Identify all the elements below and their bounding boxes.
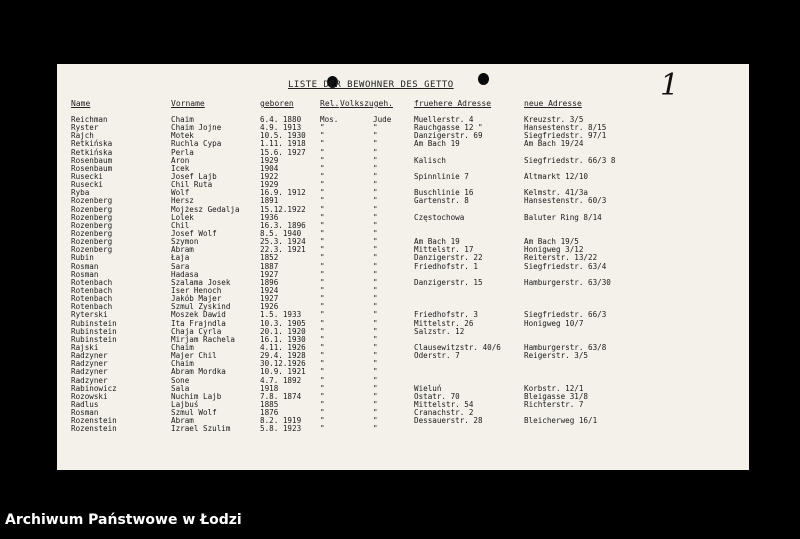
cell-last-name: Rozenberg (71, 228, 113, 238)
cell-nationality: " (373, 212, 378, 222)
cell-nationality: " (373, 228, 378, 238)
cell-first-name: Chil (171, 220, 190, 230)
table-header (57, 99, 749, 110)
cell-last-name: Rozenberg (71, 212, 113, 222)
cell-old-address: Gartenstr. 8 (414, 196, 469, 206)
cell-first-name: Sara (171, 261, 190, 271)
cell-first-name: Chaim Jojne (171, 123, 222, 133)
table-row (57, 140, 749, 148)
cell-born: 25.3. 1924 (260, 237, 306, 247)
table-row (57, 230, 749, 238)
cell-first-name: Lajbuś (171, 399, 199, 409)
cell-religion: " (320, 212, 325, 222)
cell-first-name: Icek (171, 163, 190, 173)
cell-old-address: Am Bach 19 (414, 139, 460, 149)
cell-born: 1924 (260, 285, 279, 295)
cell-first-name: Nuchim Lajb (171, 391, 222, 401)
cell-nationality: " (373, 375, 378, 385)
cell-nationality: " (373, 310, 378, 320)
cell-born: 1927 (260, 269, 279, 279)
cell-first-name: Chaja Cyrla (171, 326, 222, 336)
cell-born: 30.12.1926 (260, 359, 306, 369)
cell-first-name: Abram (171, 245, 194, 255)
header-nationality: Volkszugeh. (340, 99, 393, 108)
cell-religion: " (320, 245, 325, 255)
cell-old-address: Friedhofstr. 1 (414, 261, 479, 271)
resident-list (57, 116, 749, 433)
cell-religion: " (320, 155, 325, 165)
cell-last-name: Rozenberg (71, 245, 113, 255)
cell-last-name: Rotenbach (71, 302, 113, 312)
cell-last-name: Radzyner (71, 375, 108, 385)
table-row (57, 116, 749, 124)
table-row (57, 360, 749, 368)
cell-nationality: Jude (373, 115, 392, 124)
cell-nationality: " (373, 196, 378, 206)
cell-old-address: Muellerstr. 4 (414, 115, 474, 124)
cell-nationality: " (373, 334, 378, 344)
cell-nationality: " (373, 302, 378, 312)
cell-born: 7.8. 1874 (260, 391, 302, 401)
cell-new-address: Siegfriedstr. 66/3 8 (524, 155, 616, 165)
table-row (57, 197, 749, 205)
cell-first-name: Szmul Wolf (171, 408, 217, 418)
cell-born: 16.3. 1896 (260, 220, 306, 230)
cell-nationality: " (373, 424, 378, 434)
cell-last-name: Rozenberg (71, 196, 113, 206)
cell-religion: " (320, 123, 325, 133)
table-row (57, 173, 749, 181)
table-row (57, 303, 749, 311)
cell-last-name: Ryster (71, 123, 99, 133)
cell-born: 10.5. 1930 (260, 131, 306, 141)
cell-nationality: " (373, 351, 378, 361)
cell-religion: " (320, 351, 325, 361)
cell-first-name: Aron (171, 155, 190, 165)
cell-last-name: Retkińska (71, 147, 113, 157)
cell-first-name: Iser Henoch (171, 285, 222, 295)
cell-nationality: " (373, 245, 378, 255)
cell-old-address: Danzigerstr. 22 (414, 253, 483, 263)
cell-born: 20.1. 1920 (260, 326, 306, 336)
cell-new-address: Am Bach 19/24 (524, 139, 584, 149)
cell-new-address: Baluter Ring 8/14 (524, 212, 602, 222)
cell-last-name: Rozenberg (71, 237, 113, 247)
cell-new-address: Siegfriedstr. 97/1 (524, 131, 607, 141)
cell-religion: " (320, 261, 325, 271)
cell-born: 29.4. 1928 (260, 351, 306, 361)
cell-nationality: " (373, 318, 378, 328)
cell-religion: Mos. (320, 115, 339, 124)
cell-first-name: Majer Chil (171, 351, 217, 361)
table-row (57, 377, 749, 385)
cell-first-name: Lolek (171, 212, 194, 222)
cell-last-name: Rotenbach (71, 294, 113, 304)
cell-last-name: Rubinstein (71, 334, 117, 344)
table-row (57, 279, 749, 287)
cell-new-address: Siegfriedstr. 66/3 (524, 310, 607, 320)
cell-religion: " (320, 180, 325, 190)
header-new-address: neue Adresse (524, 99, 582, 108)
cell-nationality: " (373, 261, 378, 271)
cell-first-name: Szalama Josek (171, 277, 231, 287)
header-old-address: fruehere Adresse (414, 99, 492, 108)
cell-last-name: Reichman (71, 115, 108, 124)
cell-first-name: Chaim (171, 342, 194, 352)
cell-last-name: Rubinstein (71, 326, 117, 336)
cell-religion: " (320, 375, 325, 385)
cell-born: 10.9. 1921 (260, 367, 306, 377)
cell-born: 10.3. 1905 (260, 318, 306, 328)
cell-religion: " (320, 318, 325, 328)
cell-born: 16.1. 1930 (260, 334, 306, 344)
table-row (57, 352, 749, 360)
document-sheet (57, 64, 749, 470)
cell-old-address: Dessauerstr. 28 (414, 416, 483, 426)
cell-born: 4.9. 1913 (260, 123, 302, 133)
cell-new-address: Hansestenstr. 60/3 (524, 196, 607, 206)
table-row (57, 328, 749, 336)
cell-born: 1922 (260, 171, 279, 181)
cell-religion: " (320, 188, 325, 198)
cell-born: 1896 (260, 277, 279, 287)
cell-religion: " (320, 131, 325, 141)
table-row (57, 344, 749, 352)
header-born: geboren (260, 99, 294, 108)
cell-first-name: Mojżesz Gedalja (171, 204, 240, 214)
cell-born: 6.4. 1880 (260, 115, 302, 124)
cell-old-address: Clausewitzstr. 40/6 (414, 342, 501, 352)
cell-last-name: Rosenbaum (71, 163, 113, 173)
table-row (57, 149, 749, 157)
cell-old-address: Friedhofstr. 3 (414, 310, 479, 320)
cell-religion: " (320, 302, 325, 312)
cell-religion: " (320, 310, 325, 320)
cell-last-name: Radzyner (71, 367, 108, 377)
cell-old-address: Spinnlinie 7 (414, 171, 469, 181)
table-row (57, 287, 749, 295)
cell-last-name: Rozenstein (71, 424, 117, 434)
cell-new-address: Bleigasse 31/8 (524, 391, 589, 401)
cell-old-address: Danzigerstr. 15 (414, 277, 483, 287)
cell-last-name: Rotenbach (71, 285, 113, 295)
cell-religion: " (320, 334, 325, 344)
cell-first-name: Moszek Dawid (171, 310, 226, 320)
table-row (57, 336, 749, 344)
cell-born: 1926 (260, 302, 279, 312)
cell-new-address: Korbstr. 12/1 (524, 383, 584, 393)
cell-nationality: " (373, 163, 378, 173)
cell-last-name: Rabinowicz (71, 383, 117, 393)
cell-religion: " (320, 220, 325, 230)
cell-old-address: Salzstr. 12 (414, 326, 465, 336)
cell-old-address: Mittelstr. 17 (414, 245, 474, 255)
header-religion: Rel. (320, 99, 340, 108)
cell-born: 1918 (260, 383, 279, 393)
punch-hole (478, 73, 489, 85)
cell-nationality: " (373, 220, 378, 230)
table-row (57, 165, 749, 173)
cell-nationality: " (373, 408, 378, 418)
cell-born: 5.8. 1923 (260, 424, 302, 434)
cell-religion: " (320, 416, 325, 426)
cell-first-name: Motek (171, 131, 194, 141)
table-row (57, 311, 749, 319)
cell-nationality: " (373, 367, 378, 377)
cell-nationality: " (373, 416, 378, 426)
cell-old-address: Mittelstr. 54 (414, 399, 474, 409)
cell-born: 1927 (260, 294, 279, 304)
cell-first-name: Ruchla Cypa (171, 139, 222, 149)
cell-first-name: Ita Frajndla (171, 318, 226, 328)
cell-new-address: Kelmstr. 41/3a (524, 188, 589, 198)
cell-new-address: Honigweg 10/7 (524, 318, 584, 328)
cell-nationality: " (373, 237, 378, 247)
cell-born: 22.3. 1921 (260, 245, 306, 255)
table-row (57, 132, 749, 140)
cell-born: 1929 (260, 180, 279, 190)
table-row (57, 246, 749, 254)
cell-first-name: Hadasa (171, 269, 199, 279)
cell-last-name: Rozowski (71, 391, 108, 401)
document-title: LISTE DER BEWOHNER DES GETTO (288, 80, 454, 90)
cell-religion: " (320, 285, 325, 295)
cell-religion: " (320, 408, 325, 418)
cell-last-name: Rusecki (71, 171, 104, 181)
cell-old-address: Cranachstr. 2 (414, 408, 474, 418)
cell-born: 16.9. 1912 (260, 188, 306, 198)
table-row (57, 393, 749, 401)
cell-last-name: Rozenstein (71, 416, 117, 426)
cell-nationality: " (373, 253, 378, 263)
cell-religion: " (320, 391, 325, 401)
cell-last-name: Rosenbaum (71, 155, 113, 165)
cell-nationality: " (373, 155, 378, 165)
cell-born: 1852 (260, 253, 279, 263)
header-name: Name (71, 99, 91, 108)
cell-religion: " (320, 171, 325, 181)
cell-born: 1891 (260, 196, 279, 206)
cell-nationality: " (373, 171, 378, 181)
cell-born: 1936 (260, 212, 279, 222)
table-row (57, 425, 749, 433)
cell-old-address: Wieluń (414, 383, 442, 393)
cell-last-name: Rajski (71, 342, 99, 352)
table-row (57, 124, 749, 132)
cell-religion: " (320, 253, 325, 263)
cell-last-name: Radlus (71, 399, 99, 409)
cell-nationality: " (373, 277, 378, 287)
cell-last-name: Rosman (71, 261, 99, 271)
cell-nationality: " (373, 123, 378, 133)
cell-nationality: " (373, 131, 378, 141)
table-row (57, 254, 749, 262)
cell-new-address: Honigweg 3/12 (524, 245, 584, 255)
cell-first-name: Wolf (171, 188, 190, 198)
cell-religion: " (320, 277, 325, 287)
table-row (57, 189, 749, 197)
table-row (57, 320, 749, 328)
cell-nationality: " (373, 139, 378, 149)
cell-last-name: Rosman (71, 269, 99, 279)
cell-born: 1929 (260, 155, 279, 165)
cell-born: 4.7. 1892 (260, 375, 302, 385)
cell-nationality: " (373, 147, 378, 157)
cell-religion: " (320, 342, 325, 352)
cell-last-name: Rajch (71, 131, 94, 141)
cell-first-name: Chaim (171, 115, 194, 124)
cell-first-name: Chaim (171, 359, 194, 369)
cell-religion: " (320, 424, 325, 434)
cell-old-address: Am Bach 19 (414, 237, 460, 247)
cell-nationality: " (373, 342, 378, 352)
cell-last-name: Ryba (71, 188, 90, 198)
cell-religion: " (320, 196, 325, 206)
cell-last-name: Radzyner (71, 359, 108, 369)
cell-born: 1.5. 1933 (260, 310, 302, 320)
cell-last-name: Retkińska (71, 139, 113, 149)
cell-first-name: Abram (171, 416, 194, 426)
cell-last-name: Ryterski (71, 310, 108, 320)
cell-nationality: " (373, 359, 378, 369)
cell-old-address: Mittelstr. 26 (414, 318, 474, 328)
cell-old-address: Danzigerstr. 69 (414, 131, 483, 141)
table-row (57, 271, 749, 279)
table-row (57, 214, 749, 222)
cell-religion: " (320, 139, 325, 149)
cell-first-name: Josef Wolf (171, 228, 217, 238)
cell-first-name: Sala (171, 383, 190, 393)
cell-born: 1876 (260, 408, 279, 418)
table-row (57, 385, 749, 393)
cell-religion: " (320, 383, 325, 393)
cell-first-name: Chil Ruta (171, 180, 213, 190)
cell-first-name: Sone (171, 375, 190, 385)
cell-new-address: Reigerstr. 3/5 (524, 351, 589, 361)
cell-nationality: " (373, 391, 378, 401)
cell-born: 4.11. 1926 (260, 342, 306, 352)
cell-last-name: Rozenberg (71, 204, 113, 214)
cell-first-name: Hersz (171, 196, 194, 206)
cell-nationality: " (373, 269, 378, 279)
table-row (57, 263, 749, 271)
cell-last-name: Rozenberg (71, 220, 113, 230)
cell-first-name: Izrael Szulim (171, 424, 231, 434)
cell-religion: " (320, 326, 325, 336)
table-row (57, 368, 749, 376)
cell-nationality: " (373, 188, 378, 198)
cell-first-name: Mirjam Rachela (171, 334, 236, 344)
cell-old-address: Ostatr. 70 (414, 391, 460, 401)
table-row (57, 401, 749, 409)
cell-religion: " (320, 204, 325, 214)
cell-new-address: Hamburgerstr. 63/8 (524, 342, 607, 352)
cell-nationality: " (373, 285, 378, 295)
cell-last-name: Rotenbach (71, 277, 113, 287)
cell-first-name: Josef Lajb (171, 171, 217, 181)
cell-religion: " (320, 163, 325, 173)
page-number: 1 (660, 68, 680, 103)
cell-religion: " (320, 237, 325, 247)
cell-new-address: Bleicherweg 16/1 (524, 416, 598, 426)
table-row (57, 181, 749, 189)
table-row (57, 222, 749, 230)
cell-last-name: Rubin (71, 253, 94, 263)
cell-last-name: Rosman (71, 408, 99, 418)
cell-new-address: Richterstr. 7 (524, 399, 584, 409)
cell-first-name: Łaja (171, 253, 190, 263)
cell-religion: " (320, 294, 325, 304)
cell-old-address: Rauchgasse 12 " (414, 123, 483, 133)
cell-first-name: Jakób Majer (171, 294, 222, 304)
cell-nationality: " (373, 204, 378, 214)
archive-caption: Archiwum Państwowe w Łodzi (5, 512, 242, 528)
cell-nationality: " (373, 383, 378, 393)
table-row (57, 206, 749, 214)
cell-old-address: Buschlinie 16 (414, 188, 474, 198)
table-row (57, 157, 749, 165)
cell-new-address: Kreuzstr. 3/5 (524, 115, 584, 124)
table-row (57, 295, 749, 303)
cell-born: 1.11. 1918 (260, 139, 306, 149)
cell-nationality: " (373, 326, 378, 336)
cell-new-address: Am Bach 19/5 (524, 237, 579, 247)
cell-new-address: Siegfriedstr. 63/4 (524, 261, 607, 271)
cell-born: 15.6. 1927 (260, 147, 306, 157)
cell-religion: " (320, 359, 325, 369)
cell-nationality: " (373, 399, 378, 409)
cell-first-name: Szymon (171, 237, 199, 247)
cell-born: 15.12.1922 (260, 204, 306, 214)
cell-first-name: Perla (171, 147, 194, 157)
table-row (57, 409, 749, 417)
cell-new-address: Reiterstr. 13/22 (524, 253, 598, 263)
cell-nationality: " (373, 180, 378, 190)
cell-nationality: " (373, 294, 378, 304)
table-row (57, 417, 749, 425)
header-first-name: Vorname (171, 99, 205, 108)
cell-last-name: Rubinstein (71, 318, 117, 328)
cell-religion: " (320, 367, 325, 377)
cell-born: 1887 (260, 261, 279, 271)
cell-new-address: Hansestenstr. 8/15 (524, 123, 607, 133)
cell-born: 1904 (260, 163, 279, 173)
cell-last-name: Radzyner (71, 351, 108, 361)
cell-first-name: Abram Mordka (171, 367, 226, 377)
cell-new-address: Altmarkt 12/10 (524, 171, 589, 181)
table-row (57, 238, 749, 246)
cell-old-address: Kalisch (414, 155, 447, 165)
cell-religion: " (320, 269, 325, 279)
cell-new-address: Hamburgerstr. 63/30 (524, 277, 611, 287)
cell-last-name: Rusecki (71, 180, 104, 190)
cell-religion: " (320, 399, 325, 409)
cell-old-address: Częstochowa (414, 212, 465, 222)
cell-born: 1885 (260, 399, 279, 409)
cell-old-address: Oderstr. 7 (414, 351, 460, 361)
cell-first-name: Szmul Zyskind (171, 302, 231, 312)
cell-born: 8.2. 1919 (260, 416, 302, 426)
cell-religion: " (320, 147, 325, 157)
cell-religion: " (320, 228, 325, 238)
cell-born: 8.5. 1940 (260, 228, 302, 238)
